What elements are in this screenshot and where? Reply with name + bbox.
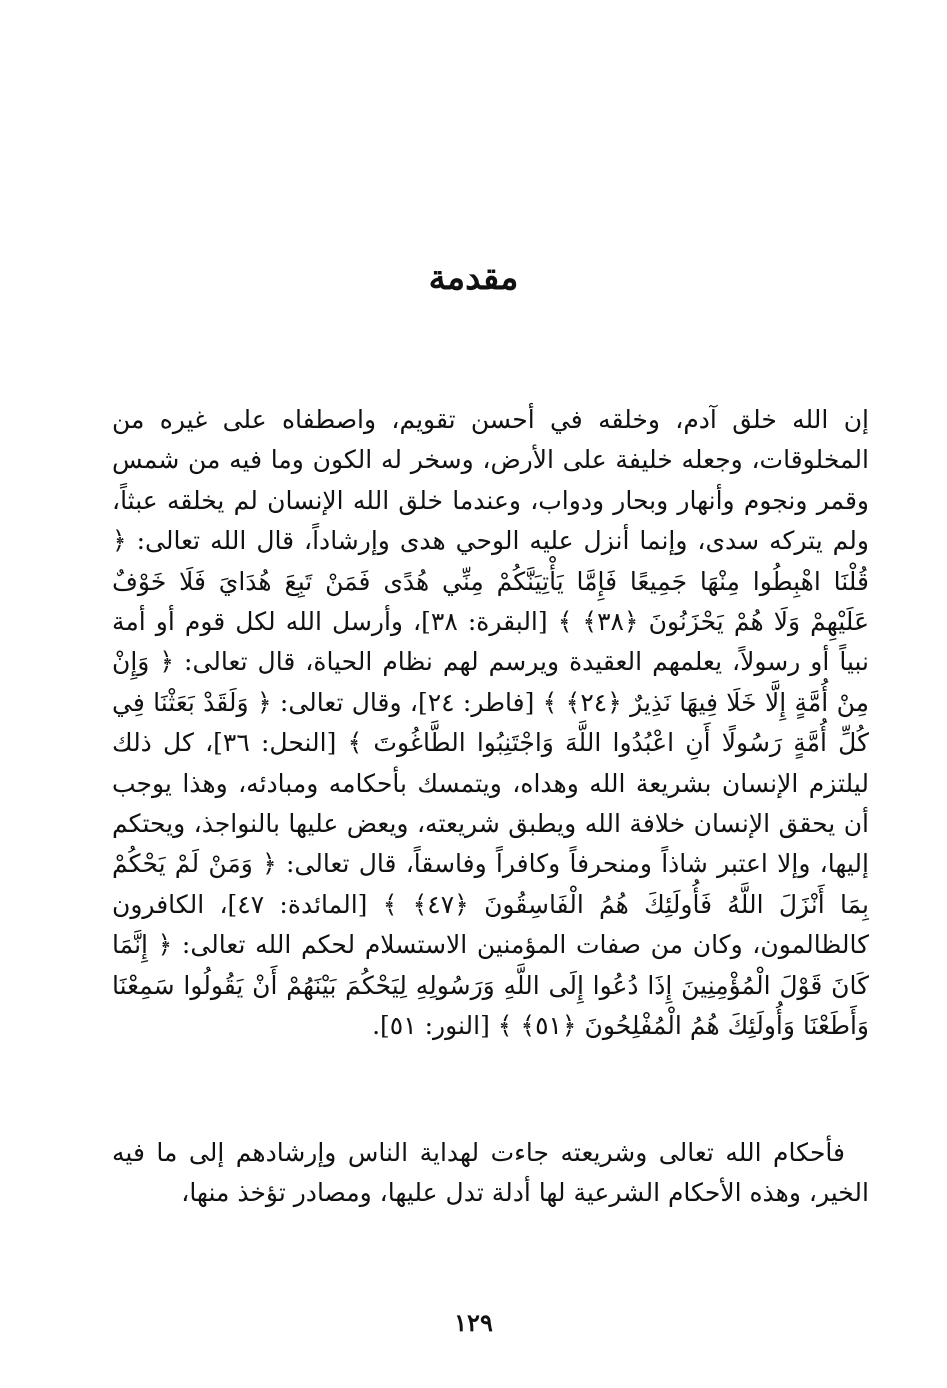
body-text xyxy=(112,400,869,1214)
page-number: ١٢٩ xyxy=(454,1308,493,1337)
paragraph-rulings: فأحكام الله تعالى وشريعته جاءت لهداية الناس وإرشادهم إلى ما فيه الخير، وهذه الأحكام الشرعية لها أدلة تدل عليها، ومصادر تؤخذ منها، xyxy=(112,1138,869,1208)
paragraph-introduction: إن الله خلق آدم، وخلقه في أحسن تقويم، واصطفاه على غيره من المخلوقات، وجعله خليفة على الأرض، وسخر له الكون وما فيه من شمس وقمر ونجوم وأنهار وبحار ودواب، وعندما خلق الله الإنسان لم يخلقه عبثاً، ولم يتركه سدى، وإنما أنزل عليه الوحي هدى وإرشاداً، قال الله تعالى: ﴿ قُلْنَا اهْبِطُوا مِنْهَا جَمِيعًا فَإِمَّا يَأْتِيَنَّكُمْ مِنِّي هُدًى فَمَنْ تَبِعَ هُدَايَ فَلَا خَوْفٌ عَلَيْهِمْ وَلَا هُمْ يَحْزَنُونَ ﴿٣٨﴾ ﴾ [البقرة: ٣٨]، وأرسل الله لكل قوم أو أمة نبياً أو رسولاً، يعلمهم العقيدة ويرسم لهم نظام الحياة، قال تعالى: ﴿ وَإِنْ مِنْ أُمَّةٍ إِلَّا خَلَا فِيهَا نَذِيرٌ ﴿٢٤﴾ ﴾ [فاطر: ٢٤]، وقال تعالى: ﴿ وَلَقَدْ بَعَثْنَا فِي كُلِّ أُمَّةٍ رَسُولًا أَنِ اعْبُدُوا اللَّهَ وَاجْتَنِبُوا الطَّاغُوتَ ﴾ [النحل: ٣٦]، كل ذلك ليلتزم الإنسان بشريعة الله وهداه، ويتمسك بأحكامه ومبادئه، وهذا يوجب أن يحقق الإنسان خلافة الله ويطبق شريعته، ويعض عليها بالنواجذ، ويحتكم إليها، وإلا اعتبر شاذاً ومنحرفاً وكافراً وفاسقاً، قال تعالى: ﴿ وَمَنْ لَمْ يَحْكُمْ بِمَا أَنْزَلَ اللَّهُ فَأُولَئِكَ هُمُ الْفَاسِقُونَ ﴿٤٧﴾ ﴾ [المائدة: ٤٧]، الكافرون كالظالمون، وكان من صفات المؤمنين الاستسلام لحكم الله تعالى: ﴿ إِنَّمَا كَانَ قَوْلَ الْمُؤْمِنِينَ إِذَا دُعُوا إِلَى اللَّهِ وَرَسُولِهِ لِيَحْكُمَ بَيْنَهُمْ أَنْ يَقُولُوا سَمِعْنَا وَأَطَعْنَا وَأُولَئِكَ هُمُ الْمُفْلِحُونَ ﴿٥١﴾ ﴾ [النور: ٥١]. xyxy=(112,405,869,1041)
page-title: مقدمة xyxy=(428,258,519,298)
